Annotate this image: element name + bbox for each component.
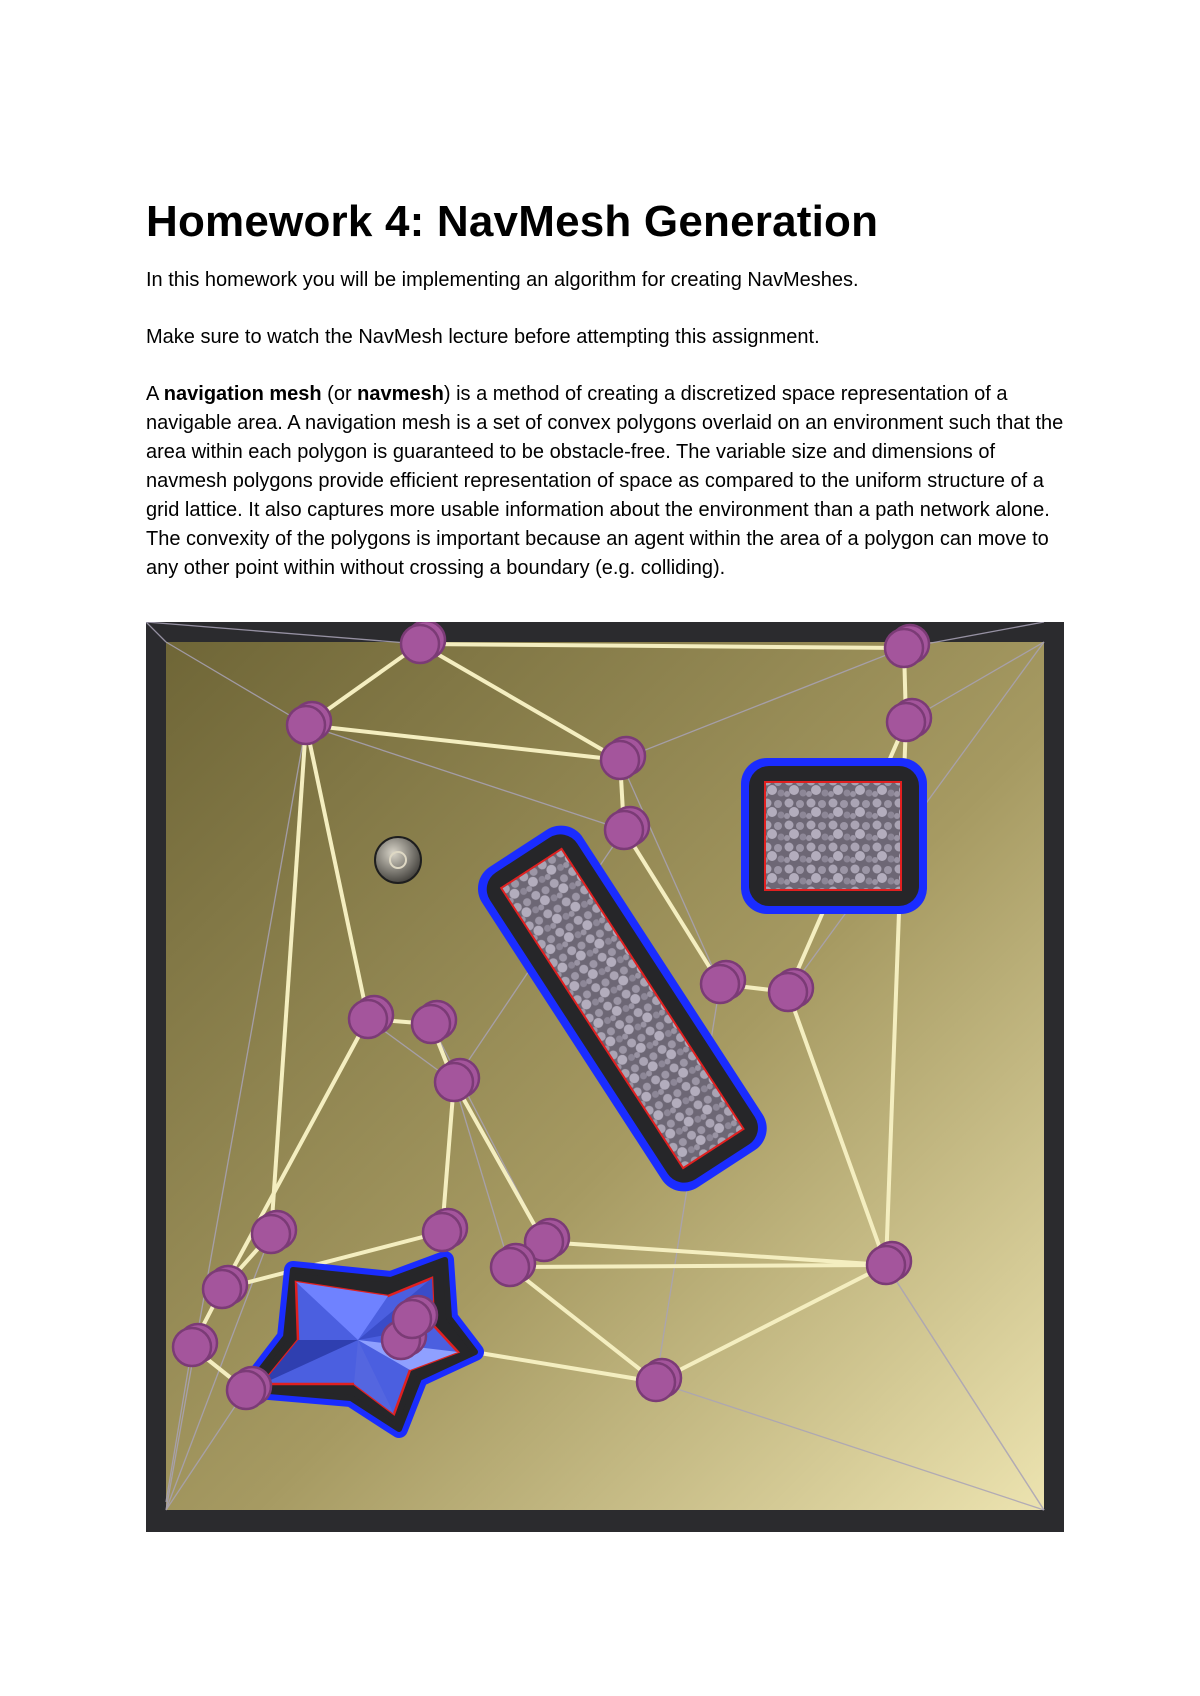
path-node	[423, 1213, 461, 1251]
definition-paragraph	[146, 380, 1066, 583]
definition-lead: A	[146, 383, 164, 405]
path-edge	[510, 1265, 886, 1267]
reminder-paragraph: Make sure to watch the NavMesh lecture before attempting this assignment.	[146, 326, 820, 348]
path-node	[491, 1248, 529, 1286]
path-node	[637, 1363, 675, 1401]
square-obstacle	[741, 758, 927, 914]
navmesh-illustration	[146, 622, 1064, 1532]
agent-icon	[375, 837, 421, 883]
path-node	[227, 1371, 265, 1409]
intro-paragraph: In this homework you will be implementing an algorithm for creating NavMeshes.	[146, 269, 859, 291]
path-node	[393, 1300, 431, 1338]
term-navmesh: navmesh	[357, 383, 444, 405]
definition-rest: ) is a method of creating a discretized space representation of a navigable area. A navigation mesh is a set of convex polygons overlaid on an environment such that the area within each polygon is guaranteed to be obstacle-free. The variable size and dimensions of navmesh polygons provide efficient representation of space as compared to the uniform structure of a grid lattice. It also captures more usable information about the environment than a path network alone. The convexity of the polygons is important because an agent within the area of a polygon can move to any other point within without crossing a boundary (e.g. colliding).	[146, 383, 1064, 579]
path-node	[601, 741, 639, 779]
path-node	[349, 1000, 387, 1038]
path-node	[287, 706, 325, 744]
path-node	[867, 1246, 905, 1284]
page-title: Homework 4: NavMesh Generation	[146, 197, 879, 246]
path-node	[203, 1270, 241, 1308]
path-node	[605, 811, 643, 849]
path-node	[887, 703, 925, 741]
path-node	[401, 625, 439, 663]
path-node	[885, 629, 923, 667]
path-node	[769, 973, 807, 1011]
definition-mid: (or	[321, 383, 358, 405]
path-node	[173, 1328, 211, 1366]
navmesh-figure	[146, 622, 1064, 1532]
term-navigation-mesh: navigation mesh	[163, 383, 322, 405]
document-page	[146, 196, 1066, 583]
path-node	[252, 1215, 290, 1253]
path-node	[701, 965, 739, 1003]
path-node	[435, 1063, 473, 1101]
path-node	[412, 1005, 450, 1043]
